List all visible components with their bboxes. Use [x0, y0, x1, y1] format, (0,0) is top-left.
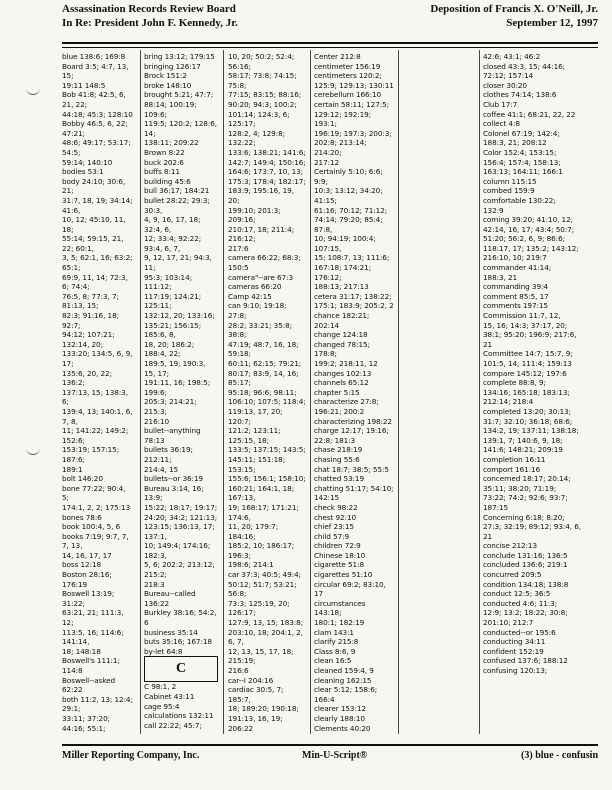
index-entry: bullet--anything 78:13	[144, 426, 201, 445]
index-entry: cigarettes 51:10	[314, 570, 373, 580]
index-entry: circular 69:2; 83:10, 17	[314, 579, 386, 599]
index-entry: body 24:10; 30:6, 21;	[62, 176, 126, 196]
index-entry: 218:3	[144, 579, 165, 589]
index-entry: 101:14; 124:3, 6; 125:17;	[228, 109, 290, 129]
index-entry: Colonel 67:19; 142:4;	[483, 128, 560, 138]
index-entry: bone 77:22; 90:4, 5;	[62, 483, 126, 503]
index-entry: 88:14; 100:19; 109:6;	[144, 99, 197, 119]
index-entry: coffee 41:1; 68:21, 22, 22	[483, 109, 576, 119]
index-entry: 128:2, 4; 129:8; 132:22;	[228, 128, 285, 148]
index-entry: 188:3, 21; 208:12	[483, 138, 547, 148]
index-entry: 95:3; 103:14; 111:12;	[144, 272, 192, 292]
index-entry: 106:10; 107:5; 118:4;	[228, 397, 306, 407]
index-entry: blue 138:6; 169:8	[62, 52, 126, 61]
index-entry: 15, 16; 14:3; 37:17, 20;	[483, 320, 568, 330]
index-entry: 72:12; 157:14	[483, 71, 534, 81]
index-entry: bringing 126:17	[144, 61, 201, 71]
index-entry: cleaning 162:15	[314, 675, 372, 685]
index-entry: comfortable 130:22;	[483, 195, 556, 205]
index-entry: 189:5, 19; 190:3, 15, 17;	[144, 359, 206, 378]
index-entry: 28:2; 33:21; 35:8; 38:8;	[228, 320, 293, 340]
index-entry: chance 182:21; 202:14	[314, 311, 370, 330]
index-entry: 135:6, 20, 22; 136:2;	[62, 368, 112, 388]
index-entry: 150:5	[228, 263, 249, 273]
index-entry: 77:15; 83:15; 88:16;	[228, 90, 302, 100]
footer-company: Miller Reporting Company, Inc.	[62, 750, 200, 761]
index-entry: 35:11; 38:20; 71:19;	[483, 483, 557, 493]
index-entry: 31:7, 18, 19; 34:14; 41:6,	[62, 195, 133, 215]
index-entry: 129:12; 192:19; 193:1;	[314, 109, 372, 129]
index-entry: 163:13; 164:11; 166:1	[483, 167, 563, 177]
index-entry: closer 30:20	[483, 80, 527, 90]
index-entry: combed 159:9	[483, 186, 535, 196]
index-entry: chatted 53:19	[314, 474, 364, 484]
index-entry: 132:12, 20; 133:16;	[144, 311, 215, 321]
index-entry: confusing 120:13;	[483, 666, 548, 675]
index-entry: Camp 42:15	[228, 291, 272, 301]
column-divider	[398, 50, 399, 734]
header-rule	[62, 42, 598, 48]
index-entry: buck 202:6	[144, 157, 184, 167]
index-entry: 48:6; 49:17; 53:17; 54:5;	[62, 138, 131, 157]
index-entry: by-let 64:8	[144, 646, 183, 656]
index-entry: Committee 14:7; 15:7, 9;	[483, 349, 573, 359]
index-entry: 132:9	[483, 205, 504, 215]
index-entry: 137:13, 15; 138:3, 6;	[62, 387, 128, 407]
index-entry: clearer 153:12	[314, 704, 366, 714]
index-entry: books 7:19; 9:7, 7, 7, 13,	[62, 531, 129, 551]
index-entry: 187:15	[483, 502, 509, 512]
index-entry: 164:6; 173:7, 10, 13;	[228, 167, 304, 177]
index-entry: 11; 141:22; 149:2; 152:6;	[62, 426, 129, 445]
index-entry: 160:21; 164:1, 18; 167:13,	[228, 483, 295, 503]
index-entry: can 9:10; 19:18; 27:8;	[228, 301, 287, 321]
index-entry: Board 3:5; 4:7, 13, 15;	[62, 61, 129, 81]
index-entry: comment 85:5, 17	[483, 291, 549, 301]
index-column-1	[62, 52, 134, 732]
index-entry: bolt 146:20	[62, 474, 103, 484]
index-entry: children 72:9	[314, 541, 361, 551]
index-entry: 27:3; 32:19; 89:12; 93:4, 6,	[483, 522, 581, 532]
index-entry: 76:5, 8; 77:3, 7; 81:13, 15;	[62, 291, 119, 311]
index-entry: condition 134:18; 138:8	[483, 579, 569, 589]
index-entry: certain 58:11; 127:5;	[314, 99, 389, 109]
index-entry: 119:5; 120:2; 128:6, 14;	[144, 119, 217, 138]
index-entry: clarify 215:8	[314, 637, 359, 647]
index-entry: Boswell 13:19; 31:22;	[62, 589, 115, 608]
index-entry: 18, 20; 186:2; 188:4, 22;	[144, 339, 195, 359]
index-entry: 189:1	[62, 464, 83, 474]
column-divider	[223, 50, 224, 734]
footer-script: Min-U-Script®	[302, 750, 368, 761]
index-entry: Center 212:8	[314, 52, 361, 61]
index-entry: 73:3; 125:19, 20; 126:17;	[228, 598, 290, 618]
footer-rule	[62, 744, 598, 746]
index-entry: 188:3, 21	[483, 272, 518, 282]
index-entry: 119:13, 17, 20; 120:7;	[228, 406, 283, 426]
index-entry: complete 88:8, 9;	[483, 378, 546, 388]
index-entry: 9, 12, 17, 21; 94:3, 11;	[144, 253, 212, 273]
index-entry: check 98:22	[314, 502, 358, 512]
index-entry: 139:4, 13; 140:1, 6, 7, 8,	[62, 406, 133, 426]
index-entry: 42:14, 16, 17; 43:4; 50:7;	[483, 224, 575, 234]
index-entry: business 35:14	[144, 627, 198, 637]
index-entry: compare 145:12; 197:6	[483, 368, 567, 378]
index-entry: 113:5, 16; 114:6; 141:14,	[62, 627, 124, 647]
index-entry: 123:15; 136:13, 17; 137:1,	[144, 522, 215, 541]
page-footer	[62, 750, 598, 770]
index-entry: changes 102:13	[314, 368, 372, 378]
index-entry: 21	[483, 339, 493, 349]
index-entry: 15; 108:7, 13; 111:6;	[314, 253, 390, 263]
index-entry: 63:21, 21; 111:3, 12;	[62, 608, 124, 628]
index-entry: 44:18; 45:3; 128:10	[62, 109, 133, 119]
index-entry: bring 13:12; 179:15	[144, 52, 215, 61]
index-entry: column 115:15	[483, 176, 537, 186]
index-entry: bull 36:17; 184:21	[144, 186, 210, 196]
index-entry: 21	[483, 531, 493, 541]
index-entry: 167:18; 174:21; 176:12;	[314, 263, 372, 282]
index-entry: 141:6; 148:21; 209:19	[483, 445, 563, 455]
index-entry: Color 152:4; 153:15;	[483, 147, 557, 157]
index-entry: 18; 148:18	[62, 646, 101, 656]
index-entry: brought 5:21; 47:7;	[144, 90, 214, 100]
index-entry: 55:14; 59:15, 21, 22; 60:1,	[62, 234, 124, 253]
index-entry: concluded 136:6; 219:1	[483, 560, 568, 570]
index-entry: changed 78:15; 178:8;	[314, 339, 370, 359]
column-divider	[310, 50, 311, 734]
index-entry: comments 197:15	[483, 301, 548, 311]
index-entry: cetera 31:17; 138:22;	[314, 291, 392, 301]
footer-page-range: (3) blue - confusin	[521, 750, 598, 761]
index-entry: 4, 9, 16, 17, 18; 32:4, 6,	[144, 215, 201, 234]
column-divider	[140, 50, 141, 734]
punch-hole-icon	[26, 446, 40, 455]
index-entry: camera 66:22; 68:3;	[228, 253, 301, 263]
index-entry: 201:10; 212:7	[483, 618, 534, 628]
index-entry: clean 16:5	[314, 656, 352, 666]
header-right	[430, 2, 598, 30]
index-entry: 82:3; 91:16, 18; 92:7;	[62, 311, 119, 330]
index-entry: 22:8; 181:3	[314, 435, 356, 445]
index-entry: broke 148:10	[144, 80, 192, 90]
index-entry: 80:17; 83:9, 14, 16; 85:17;	[228, 368, 299, 388]
index-entry: 199:2; 218:11, 12	[314, 359, 378, 368]
index-entry: chest 92:10	[314, 512, 357, 522]
index-entry: 199:10; 201:3; 209:16;	[228, 205, 281, 225]
index-entry: 74:14; 79:20; 85:4; 87:8,	[314, 215, 383, 234]
index-entry: Bob 41:8; 42:5, 6, 21, 22;	[62, 90, 126, 109]
header-board-name: Assassination Records Review Board	[62, 3, 236, 15]
index-entry: 133:20; 134:5, 6, 9, 17;	[62, 349, 133, 368]
index-entry: 138:11; 209:22	[144, 138, 199, 148]
index-entry: characterize 27:8;	[314, 397, 379, 407]
index-entry: 19:11 148:5	[62, 80, 106, 90]
index-entry: 212:14; 218:4	[483, 397, 534, 407]
index-entry: 18; 189:20; 190:18;	[228, 704, 299, 714]
index-entry: 12:9; 13:2; 18:22; 30:8;	[483, 608, 568, 618]
index-entry: 5, 6; 202:2; 213:12; 215:2;	[144, 560, 215, 580]
index-entry: clam 143:1	[314, 627, 354, 637]
index-entry: 155:6; 156:1; 158:10;	[228, 474, 306, 484]
index-entry: 134:16; 165:18; 183:13;	[483, 387, 570, 397]
index-entry: 69:9, 11, 14; 72:3, 6; 74:4;	[62, 272, 128, 292]
index-entry: 216:10	[144, 416, 170, 426]
index-entry: 175:3; 178:4; 182:17;	[228, 176, 306, 186]
index-entry: 31:7; 32:10; 36:18; 68:6;	[483, 416, 573, 426]
index-entry: 14, 16, 17, 17	[62, 550, 112, 560]
index-entry: 142:15	[314, 493, 340, 503]
index-entry: 185:2, 10; 186:17; 196:3;	[228, 541, 295, 560]
index-entry: 73:22; 74:2; 92:6; 93:7;	[483, 493, 568, 503]
index-entry: 51:20; 56:2, 6, 9; 86:6;	[483, 234, 565, 244]
index-entry: 216:10, 10; 219:7	[483, 253, 547, 263]
index-entry: child 57:9	[314, 531, 350, 541]
index-entry: Boswell--asked 62:22	[62, 675, 116, 695]
punch-hole-icon	[26, 86, 40, 95]
index-entry: channels 65:12	[314, 378, 369, 388]
index-entry: bones 78:6	[62, 512, 102, 522]
index-entry: 24:20; 34:2; 121:13;	[144, 512, 218, 522]
index-entry: conducting 34:11	[483, 637, 546, 647]
index-entry: 59:14; 140:10	[62, 157, 113, 167]
index-entry: 133:6; 138:21; 141:6;	[228, 147, 306, 157]
index-entry: Boston 28:16; 176:19	[62, 570, 112, 589]
index-entry: 33:11; 37:20; 44:16; 55:1;	[62, 713, 110, 732]
index-column-5	[483, 52, 601, 732]
header-date: September 12, 1997	[506, 17, 598, 29]
index-entry: commanding 39:4	[483, 282, 548, 292]
index-entry: centimeters 120:2;	[314, 71, 382, 81]
index-entry: Brock 151:2	[144, 71, 187, 81]
index-entry: clearly 188:10	[314, 713, 365, 723]
index-entry: 12; 33:4; 92:22; 93:4, 6, 7,	[144, 234, 202, 253]
index-entry: 50:12; 51:7; 53:21; 56:8;	[228, 579, 297, 599]
index-column-2-bottom	[144, 682, 218, 732]
index-entry: car 37:3; 40:5; 49:4;	[228, 570, 301, 580]
index-entry: 10; 94:19; 100:4; 107:15,	[314, 234, 376, 253]
column-divider	[479, 50, 480, 734]
index-entry: boss 12:18	[62, 560, 102, 570]
index-entry: 174:1, 2, 2; 175:13	[62, 502, 131, 512]
index-entry: Certainly 5:10; 6:6; 9:9;	[314, 167, 383, 186]
index-entry: Bureau--called 136:22	[144, 589, 196, 608]
index-column-2	[144, 52, 218, 732]
index-entry: 125:9; 129:13; 130:11	[314, 80, 394, 90]
index-entry: Bobby 46:5, 6, 22; 47:21;	[62, 119, 128, 138]
index-entry: Bureau 3:14, 16; 13:9;	[144, 483, 204, 503]
index-entry: completed 13:20; 30:13;	[483, 406, 572, 416]
index-entry: cerebellum 166:10	[314, 90, 382, 100]
header-deposition-name: Deposition of Francis X. O'Neill, Jr.	[430, 3, 598, 15]
index-entry: collect 4:8	[483, 119, 520, 129]
index-entry: 10, 12; 45:10, 11, 18;	[62, 215, 126, 234]
index-entry: 191:11, 16; 198:5; 199:6;	[144, 378, 211, 397]
index-entry: characterizing 198:22	[314, 416, 392, 426]
index-entry: 183:9; 195:16, 19, 20;	[228, 186, 294, 205]
index-entry: 10, 20; 50:2; 52:4; 56:16;	[228, 52, 295, 71]
index-entry: concerned 18:17; 20:14;	[483, 474, 571, 484]
header-left	[62, 2, 238, 30]
index-entry: 94:12; 107:21; 132:14, 20;	[62, 330, 115, 349]
index-entry: camera"--are 67:3	[228, 272, 293, 282]
index-entry: conducted--or 195:6	[483, 627, 556, 637]
section-letter-box: C	[144, 656, 218, 682]
index-entry: conducted 4:6; 11:3;	[483, 598, 558, 608]
index-column-2-top	[144, 52, 218, 656]
index-entry: call 22:22; 45:7;	[144, 720, 202, 730]
index-entry: concise 212:13	[483, 541, 538, 551]
index-entry: cage 95:4	[144, 701, 180, 711]
index-entry: 202:8; 213:14; 214:20;	[314, 138, 367, 157]
index-entry: 101:5, 14; 111:4; 159:13	[483, 359, 572, 368]
index-entry: 145:11; 151:18; 153:15;	[228, 454, 286, 474]
index-entry: calculations 132:11	[144, 711, 214, 721]
index-entry: building 45:6	[144, 176, 191, 186]
index-entry: 210:17, 18; 211:4; 216:12;	[228, 224, 295, 244]
index-entry: confident 152:19	[483, 646, 544, 656]
index-entry: clothes 74:14; 138:6	[483, 90, 557, 100]
index-entry: 196:21; 200:2	[314, 406, 365, 416]
index-entry: 156:4; 157:4; 158:13;	[483, 157, 561, 167]
index-entry: 47:19; 48:7, 16, 18; 59:18;	[228, 339, 299, 359]
index-entry: 58:17; 73:8; 74:15; 75:8;	[228, 71, 297, 90]
index-entry: 205:3; 214:21; 215:3;	[144, 397, 197, 416]
index-entry: 10:3; 13:12; 34:20; 41:15;	[314, 186, 383, 205]
index-entry: conduct 12:5; 36:5	[483, 589, 551, 599]
index-entry: Chinese 18:10	[314, 550, 366, 560]
index-column-3	[228, 52, 306, 732]
index-entry: 214:4, 15	[144, 464, 179, 474]
index-entry: 15:22; 18:17; 19:17;	[144, 502, 218, 512]
index-entry: cigarette 51:8	[314, 560, 364, 570]
index-entry: cameras 66:20	[228, 282, 282, 292]
index-entry: Boswell's 111:1; 114:8	[62, 656, 120, 675]
index-entry: commander 41:14;	[483, 263, 552, 273]
index-entry: car--I 204:16	[228, 675, 274, 685]
index-entry: chat 18:7; 38:5; 55:5	[314, 464, 389, 474]
index-entry: C 98:1, 2	[144, 682, 177, 692]
index-entry: 90:20; 94:3; 100:2;	[228, 99, 297, 109]
index-entry: conclude 131:16; 136:5	[483, 550, 568, 560]
index-entry: 134:2, 19; 137:11; 138:18;	[483, 426, 579, 436]
index-entry: 127:9, 13, 15; 183:8;	[228, 618, 304, 628]
index-entry: cardiac 30:5, 7; 185:7,	[228, 685, 284, 704]
index-entry: change 124:18	[314, 330, 368, 340]
index-entry: comport 161:16	[483, 464, 541, 474]
index-entry: 191:13, 16, 19; 206:22	[228, 713, 283, 732]
header-case-name: In Re: President John F. Kennedy, Jr.	[62, 17, 238, 29]
index-entry: 175:1; 183:9; 205:2, 2	[314, 301, 394, 311]
index-entry: 95:18; 96:6; 98:11;	[228, 387, 297, 397]
index-entry: centimeter 156:19	[314, 61, 381, 71]
index-entry: chapter 5:15	[314, 387, 360, 397]
index-entry: buffs 8:11	[144, 167, 180, 177]
index-entry: closed 43:3, 15; 44:16;	[483, 61, 566, 71]
index-entry: 142:7; 149:4; 150:16;	[228, 157, 306, 167]
index-entry: confused 137:6; 188:12	[483, 656, 568, 666]
index-entry: Burkley 38:16; 54:2, 6	[144, 608, 217, 628]
index-entry: 216:6	[228, 666, 249, 675]
index-entry: Brown 8:22	[144, 147, 185, 157]
index-entry: 180:1; 182:19	[314, 618, 365, 628]
index-entry: chasing 55:6	[314, 454, 360, 464]
index-column-4	[314, 52, 394, 732]
index-entry: 139:1, 7; 140:6, 9, 18;	[483, 435, 563, 445]
index-entry: 117:19; 124:21; 125:11;	[144, 291, 202, 311]
index-entry: both 11:2, 13; 12:4; 29:1;	[62, 694, 133, 714]
index-entry: 153:19; 157:15; 187:6;	[62, 445, 120, 464]
index-entry: 11, 20; 179:7; 184:16;	[228, 522, 279, 541]
index-entry: buts 35:16; 167:18	[144, 637, 212, 647]
index-entry: 203:10, 18; 204:1, 2, 6, 7,	[228, 627, 303, 647]
index-entry: book 100:4, 5, 6	[62, 522, 121, 532]
index-entry: cleaned 159:4, 9	[314, 666, 374, 675]
index-entry: 196:19; 197:3; 200:3;	[314, 128, 392, 138]
index-entry: Club 17:7	[483, 99, 518, 109]
index-entry: chatting 51:17; 54:10;	[314, 483, 394, 493]
index-entry: 118:17, 17; 135:2; 143:12;	[483, 243, 579, 253]
index-entry: Clements 40:20	[314, 723, 371, 732]
index-entry: bullets 36:19; 212:11;	[144, 445, 193, 464]
index-entry: completion 16:11	[483, 454, 546, 464]
index-entry: 10; 149:4; 174:16; 182:3,	[144, 541, 211, 560]
index-entry: 188:13; 217:13	[314, 282, 369, 292]
index-entry: Commission 11:7, 12,	[483, 311, 561, 321]
index-entry: 60:11; 62:15; 79:21;	[228, 359, 302, 368]
index-entry: 61:16; 70:12; 71:12;	[314, 205, 388, 215]
index-entry: 12, 13, 15, 17, 18; 215:19;	[228, 646, 294, 666]
index-entry: chase 218:19	[314, 445, 363, 455]
index-entry: 217:12	[314, 157, 340, 167]
index-entry: circumstances 143:18;	[314, 598, 366, 618]
index-entry: Cabinet 43:11	[144, 692, 195, 701]
index-entry: charge 12:17; 19:16;	[314, 426, 389, 436]
index-entry: bullets--or 36:19	[144, 474, 203, 484]
index-entry: bodies 53:1	[62, 167, 104, 177]
index-entry: 135:21; 156:15; 185:6, 8,	[144, 320, 202, 340]
index-entry: clear 5:12; 158:6; 166:4	[314, 685, 378, 704]
index-entry: Class 8:6, 9	[314, 646, 356, 656]
index-entry: 133:5; 137:15; 143:5;	[228, 445, 306, 455]
index-entry: bullet 28:22; 29:3; 30:3,	[144, 195, 210, 215]
index-entry: 198:6; 214:1	[228, 560, 274, 570]
index-entry: concurred 209:5	[483, 570, 542, 580]
index-entry: Concerning 6:18; 8:20;	[483, 512, 565, 522]
index-entry: 3, 5; 62:1, 16; 63:2; 65:1;	[62, 253, 133, 273]
index-entry: 19; 168:17; 171:21; 174:6,	[228, 502, 299, 522]
index-entry: 38:1; 95:20; 196:9; 217:6,	[483, 330, 577, 340]
index-entry: 217:6	[228, 243, 249, 253]
index-entry: chief 23:15	[314, 522, 354, 532]
index-entry: 42:6; 43:1; 46:2	[483, 52, 541, 61]
index-entry: coming 39:20; 41:10, 12;	[483, 215, 574, 225]
index-entry: 121:2; 123:11; 125:15, 18;	[228, 426, 281, 445]
